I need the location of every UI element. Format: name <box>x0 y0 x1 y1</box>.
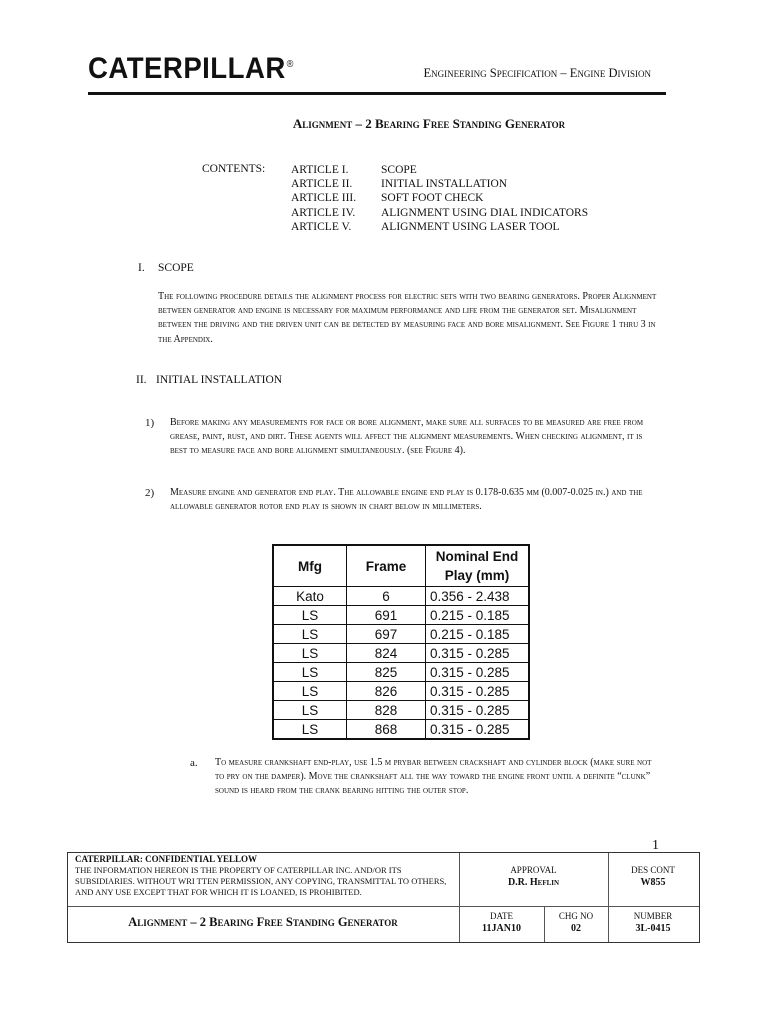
table-row <box>273 701 529 720</box>
substep-letter: a. <box>190 757 198 769</box>
article-label: ARTICLE I. <box>291 164 349 176</box>
table-row <box>273 682 529 701</box>
change-number-value: 02 <box>571 923 581 934</box>
page-number: 1 <box>652 838 659 853</box>
change-number-label: CHG NO <box>558 911 594 921</box>
contents-item <box>291 206 588 220</box>
table-cell: LS <box>273 701 347 720</box>
date-value: 11JAN10 <box>482 923 521 934</box>
step-text: Before making any measurements for face or bore alignment, make sure all surfaces to be measured are free from grease, paint, rust, and dirt. These agents will affect the alignment measurements. When checking alignment, it is best to measure face and bore alignment simultaneously. (see Figure 4). <box>170 417 644 457</box>
contents-item <box>291 220 588 234</box>
article-topic: SOFT FOOT CHECK <box>381 192 484 205</box>
table-cell: 828 <box>347 701 426 720</box>
table-cell: 6 <box>347 587 426 606</box>
table-row <box>273 720 529 740</box>
section-number: II. <box>136 374 147 386</box>
header-rule <box>88 92 666 95</box>
table-cell: 826 <box>347 682 426 701</box>
approval-label: APPROVAL <box>510 865 557 875</box>
document-number-label: NUMBER <box>633 911 673 921</box>
column-header: Nominal End Play (mm) <box>426 545 530 587</box>
contents-item <box>291 177 588 191</box>
table-cell: 825 <box>347 663 426 682</box>
table-cell: 0.215 - 0.185 <box>426 606 530 625</box>
step-text: Measure engine and generator end play. The allowable engine end play is 0.178-0.635 mm (0.007-0.025 in.) and the allowable generator rotor end play is shown in chart below in millimeters. <box>170 487 643 513</box>
table-row <box>273 606 529 625</box>
table-cell: 824 <box>347 644 426 663</box>
step-number: 2) <box>145 487 155 499</box>
section-heading-text: INITIAL INSTALLATION <box>156 374 283 386</box>
section-scope-heading <box>138 262 194 274</box>
table-cell: 0.356 - 2.438 <box>426 587 530 606</box>
table-cell: LS <box>273 663 347 682</box>
table-row <box>273 587 529 606</box>
article-topic: ALIGNMENT USING LASER TOOL <box>381 220 560 233</box>
contents-list <box>291 163 588 234</box>
contents-item <box>291 163 588 177</box>
table-cell: LS <box>273 682 347 701</box>
table-cell: 697 <box>347 625 426 644</box>
contents-item <box>291 191 588 205</box>
step-number: 1) <box>145 417 155 429</box>
column-header: Frame <box>347 545 426 587</box>
article-label: ARTICLE II. <box>291 178 353 191</box>
table-cell: 868 <box>347 720 426 740</box>
contents-label: CONTENTS: <box>202 163 266 175</box>
caterpillar-logo <box>88 52 294 86</box>
title-block-divider <box>68 906 699 907</box>
column-header: Mfg <box>273 545 347 587</box>
table-cell: 0.315 - 0.285 <box>426 682 530 701</box>
table-cell: LS <box>273 644 347 663</box>
section-number: I. <box>138 262 145 274</box>
section-heading-text: SCOPE <box>158 262 194 274</box>
document-number-value: 3L-0415 <box>635 923 671 934</box>
date-label: DATE <box>490 911 513 921</box>
registered-mark: ® <box>286 59 294 70</box>
division-title: Engineering Specification – Engine Division <box>423 66 651 80</box>
section-installation-heading <box>136 374 282 386</box>
table-cell: LS <box>273 606 347 625</box>
table-cell: 0.315 - 0.285 <box>426 701 530 720</box>
installation-step-2 <box>145 486 655 514</box>
table-row <box>273 644 529 663</box>
confidential-text: THE INFORMATION HEREON IS THE PROPERTY OF CATERPILLAR INC. AND/OR ITS SUBSIDIARIES. WITHOUT WRI TTEN PERMISSION, ANY COPYING, TRANSMITTAL TO OTHERS, AND ANY USE EXCEPT THAT FOR WHICH IT IS LOANED, IS PROHIBITED. <box>75 865 447 897</box>
table-cell: 691 <box>347 606 426 625</box>
table-cell: LS <box>273 625 347 644</box>
table-cell: LS <box>273 720 347 740</box>
table-row <box>273 663 529 682</box>
footer-document-title: Alignment – 2 Bearing Free Standing Generator <box>128 915 398 929</box>
approval-value: D.R. Heflin <box>507 877 560 888</box>
table-cell: 0.315 - 0.285 <box>426 720 530 740</box>
confidential-notice <box>75 854 455 898</box>
end-play-table <box>272 544 530 740</box>
table-cell: Kato <box>273 587 347 606</box>
confidential-title: CATERPILLAR: CONFIDENTIAL YELLOW <box>75 854 258 864</box>
table-cell: 0.315 - 0.285 <box>426 644 530 663</box>
substep-text: To measure crankshaft end-play, use 1.5 m prybar between crackshaft and cylinder block (make sure not to pry on the damper). Move the crankshaft all the way toward the engine front until a definite “clunk” sound is heard from the crank bearing hitting the outer stop. <box>215 757 652 797</box>
document-title: Alignment – 2 Bearing Free Standing Generator <box>292 116 566 131</box>
table-row <box>273 625 529 644</box>
table-header-row <box>273 545 529 587</box>
article-topic: ALIGNMENT USING DIAL INDICATORS <box>381 206 589 219</box>
article-topic: INITIAL INSTALLATION <box>381 178 508 191</box>
substep-a <box>190 756 655 799</box>
article-topic: SCOPE <box>381 164 417 176</box>
des-cont-label: DES CONT <box>631 865 675 875</box>
des-cont-value: W855 <box>640 877 666 888</box>
table-cell: 0.215 - 0.185 <box>426 625 530 644</box>
article-label: ARTICLE V. <box>291 220 352 233</box>
logo-text: CATERPILLAR <box>88 52 286 85</box>
article-label: ARTICLE III. <box>291 192 357 205</box>
article-label: ARTICLE IV. <box>291 206 356 219</box>
table-cell: 0.315 - 0.285 <box>426 663 530 682</box>
installation-step-1 <box>145 416 655 459</box>
scope-paragraph: The following procedure details the alignment process for electric sets with two bearing generators. Proper Alignment between generator and engine is necessary for maximum performance and life from the generator set. Misalignment between the driving and the driven unit can be detected by measuring face and bore misalignment. See Figure 1 thru 3 in the Appendix. <box>158 291 657 345</box>
